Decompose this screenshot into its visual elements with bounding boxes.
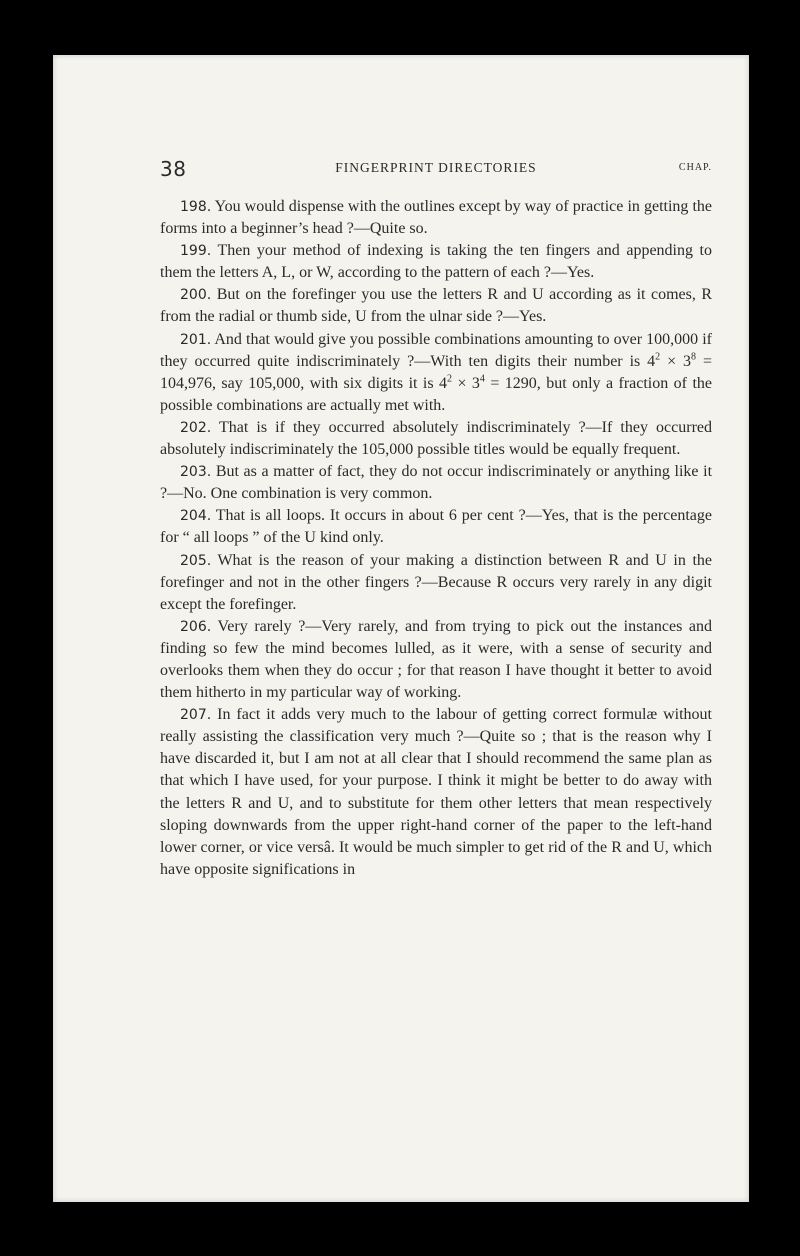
- paragraph-204: [160, 505, 712, 549]
- paragraph-number: 202.: [180, 419, 212, 436]
- paragraph-text: But on the forefinger you use the letters R and U according as it comes, R from the radial or thumb side, U from the ulnar side ?—Yes.: [160, 286, 713, 326]
- math-text: × 3: [660, 352, 692, 370]
- paragraph-199: [160, 240, 712, 284]
- paragraph-203: [160, 461, 712, 505]
- page-header: [160, 157, 712, 179]
- paragraph-number: 201.: [180, 331, 212, 348]
- paragraph-number: 198.: [180, 199, 212, 215]
- paragraph-text: But as a matter of fact, they do not occur indiscriminately or anything like it ?—No. One combination is very common.: [160, 463, 713, 503]
- exponent: 4: [479, 373, 485, 385]
- paragraph-number: 200.: [180, 287, 212, 304]
- math-text: × 3: [452, 374, 480, 392]
- paragraph-number: 203.: [180, 464, 212, 481]
- paragraph-206: [160, 616, 712, 704]
- paragraph-205: [160, 550, 712, 616]
- paragraph-number: 199.: [180, 243, 212, 260]
- paragraph-text: That is all loops. It occurs in about 6 per cent ?—Yes, that is the percentage for “ all loops ” of the U kind only.: [160, 507, 712, 547]
- paragraph-202: [160, 417, 712, 461]
- running-title: FINGERPRINT DIRECTORIES: [335, 160, 537, 175]
- paragraph-text: And that would give you possible combinations amounting to over 100,000 if they occurred quite indiscriminately ?—With ten digits their number is 4: [160, 330, 712, 370]
- paragraph-text: You would dispense with the outlines except by way of practice in getting the forms into a beginner’s head ?—Quite so.: [160, 198, 713, 238]
- chapter-abbrev: CHAP.: [678, 162, 712, 173]
- exponent: 2: [655, 351, 661, 363]
- paragraph-text: Very rarely ?—Very rarely, and from trying to pick out the instances and finding so few the mind becomes lulled, as it were, with a sense of security and overlooks them when they do occur ; for that reason I have thought it better to avoid them hitherto in my particular way of working.: [160, 617, 713, 702]
- paragraph-text: In fact it adds very much to the labour of getting correct formulæ without really assisting the classification very much ?—Quite so ; that is the reason why I have discarded it, but I am not at all clear that I should recommend the same plan as that which I have used, for your purpose. I think it might be better to do away with the letters R and U, and to substitute for them other letters that mean respectively sloping downwards from the upper right-hand corner of the paper to the left-hand lower corner, or vice versâ. It would be much simpler to get rid of the R and U, which have opposite significations in: [160, 706, 713, 878]
- paragraph-207: [160, 704, 712, 881]
- exponent: 2: [447, 373, 453, 385]
- body-text: [160, 196, 712, 881]
- math-text: = 104,976, say 105,000, with six digits it is 4: [160, 352, 712, 392]
- paragraph-number: 206.: [180, 618, 212, 635]
- paragraph-198: [160, 196, 712, 240]
- paragraph-200: [160, 284, 712, 328]
- paragraph-number: 207.: [180, 707, 212, 724]
- page-number: 38: [160, 157, 187, 181]
- paragraph-number: 205.: [180, 552, 212, 569]
- paragraph-text: Then your method of indexing is taking the ten fingers and appending to them the letters A, L, or W, according to the pattern of each ?—Yes.: [160, 242, 712, 282]
- paragraph-text: = 1290, but only a fraction of the possible combinations are actually met with.: [160, 374, 712, 414]
- paragraph-text: That is if they occurred absolutely indiscriminately ?—If they occurred absolutely indiscriminately the 105,000 possible titles would be equally frequent.: [160, 418, 712, 459]
- paragraph-201: [160, 329, 712, 417]
- paragraph-text: What is the reason of your making a distinction between R and U in the forefinger and not in the other fingers ?—Because R occurs very rarely in any digit except the forefinger.: [160, 551, 712, 613]
- exponent: 8: [691, 351, 697, 363]
- paragraph-number: 204.: [180, 508, 212, 525]
